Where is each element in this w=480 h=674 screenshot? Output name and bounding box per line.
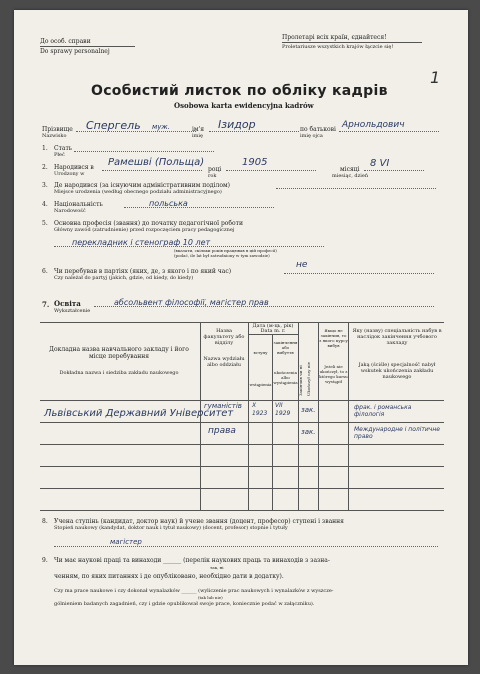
first-name-label-pl: imię (192, 133, 203, 139)
profession-value: перекладник і стенограф 10 лет (72, 238, 211, 247)
q2-label-pl: Urodzony w (54, 171, 85, 177)
table-top-border (40, 322, 444, 323)
party-value: не (296, 260, 308, 270)
year-line (226, 170, 316, 171)
header-faculty-pl: Nazwa wydziału albo oddziału (203, 356, 245, 368)
specialty-value-2: Международне і політичне право (354, 426, 440, 440)
first-name-label: ім'я (192, 126, 205, 133)
patronymic-value: Арнольдович (342, 120, 405, 130)
q5-number: 5. (42, 220, 48, 227)
q8-line (54, 546, 438, 547)
q2-number: 2. (42, 164, 48, 171)
month-label-pl: miesiąc, dzień (332, 173, 369, 179)
q9-line-3: Czy ma prace naukowe i czy dokonał wynalazków ______ (wyliczenie prac naukowych i wynalazków z wyszcze- (54, 588, 334, 594)
q1-label: Стать (54, 145, 73, 152)
entry-value: X 1923 (252, 402, 268, 417)
header-school-pl: Dokładna nazwa i siedziba zakładu naukowego (59, 370, 179, 376)
header-school: Докладна назва навчального закладу і його місце перебування (49, 346, 189, 360)
table-col-border (348, 322, 349, 510)
header-entry-pl: wstąpienia (249, 382, 272, 387)
header-notfinished-pl: Jeżeli nie ukończył, to z którego kursu wystąpił (319, 364, 348, 384)
q6-line (284, 273, 434, 274)
q1-line (74, 151, 214, 152)
q3-label: Де народився (за існуючим адміністративним поділом) (54, 182, 230, 189)
q9-number: 9. (42, 557, 48, 564)
form-subtitle: Osobowa karta ewidencyjna kadrów (174, 101, 314, 110)
header-faculty: Назва факультету або відділу (203, 328, 245, 346)
q4-number: 4. (42, 201, 48, 208)
header-exit: закінчення або вибуття (273, 340, 298, 355)
personal-file-label: До особ. справи (40, 38, 91, 45)
finished-value-1: зак. (301, 406, 316, 414)
q7-label: Освіта (54, 299, 81, 308)
header-exit-pl: ukończenia albo wystąpienia (273, 370, 298, 385)
first-name-value: Ізидор (218, 118, 256, 131)
patronymic-label-pl: imię ojca (300, 133, 323, 139)
form-title: Особистий листок по обліку кадрів (91, 83, 388, 99)
header-finished: Закінчив чи ні (298, 365, 303, 396)
q8-label-pl: Stopień naukowy (kandydat, doktor nauk i tytuł naukowy) (docent, profesor) stopnie i tytuły (54, 525, 288, 531)
faculty-value-1: гуманістів (204, 402, 242, 410)
header-entry: вступу (253, 350, 268, 355)
page-number: 1 (430, 68, 441, 87)
q9-line-1: Чи має наукові праці та винаходи ______ (перелік наукових праць та винаходів з зазна- (54, 557, 330, 564)
slogan: Пролетарі всіх країн, єднайтеся! (282, 34, 387, 41)
header-specialty-pl: Jaką (ściśle) specjalność nabył wskutek ukończenia zakładu naukowego (358, 362, 436, 380)
header-dates: Дата (м-ць, рік) Data m. r. (252, 323, 294, 334)
q6-number: 6. (42, 268, 48, 275)
document-sheet (14, 10, 468, 665)
year-label: році (208, 166, 222, 173)
table-col-border (318, 322, 319, 510)
patronymic-line (339, 131, 439, 132)
month-line (364, 170, 424, 171)
birthplace-line (102, 170, 202, 171)
q7-label-pl: Wykształcenie (54, 308, 91, 314)
q9-line-2: ченням, по яких питаннях і де опубліковано, необхідно дати в додатку). (54, 573, 284, 580)
q4-line (124, 207, 274, 208)
q3-label-pl: Miejsce urodzenia (według obecnego podziału administracyjnego) (54, 189, 222, 195)
q7-number: 7. (42, 300, 50, 309)
q1-number: 1. (42, 145, 48, 152)
q3-line (276, 188, 436, 189)
table-col-border (272, 334, 273, 510)
q5-line (54, 246, 324, 247)
exit-value: VII 1929 (275, 402, 291, 417)
patronymic-label: по батькові (300, 126, 336, 133)
q9-tag: так, ні (210, 565, 224, 570)
table-row-border (40, 466, 444, 467)
header-finished-pl: Ukończył czy nie (306, 361, 311, 396)
table-bottom-border (40, 510, 444, 511)
faculty-value-2: права (208, 426, 236, 436)
birth-month-value: 8 VI (370, 158, 390, 169)
month-label: місяці (340, 166, 360, 173)
header-specialty: Яку (назву) спеціальність набув в наслідок закінчення учбового закладу (352, 328, 442, 346)
q3-number: 3. (42, 182, 48, 189)
header-rule-right (282, 42, 422, 43)
header-rule-left (40, 46, 135, 47)
surname-label-pl: Nazwisko (42, 133, 67, 139)
table-row-border (40, 488, 444, 489)
birthplace-value: Рамешві (Польща) (108, 157, 205, 168)
surname-label: Прізвище (42, 126, 73, 133)
year-label-pl: rok (208, 173, 217, 179)
nationality-value: польська (149, 199, 188, 208)
degree-value: магістер (110, 538, 142, 546)
gender-word: муж. (152, 123, 170, 131)
q8-label: Учена ступінь (кандидат, доктор наук) й учене звання (доцент, професор) ступені і звання (54, 518, 344, 525)
first-name-line (209, 131, 299, 132)
q6-label-pl: Czy należał do partyj (jakich, gdzie, od kiedy, do kiedy) (54, 275, 194, 281)
q7-line (94, 306, 434, 307)
q9-tag-pl: (tak lub nie) (198, 595, 223, 600)
table-row-border (40, 444, 444, 445)
q9-line-4: gólnieniem badanych zagadnień, czy i gdzie opublikował swoje prace, koniecznie podać w załączniku). (54, 601, 315, 607)
header-notfinished: Якщо не закінчив, то з якого курсу вибув (319, 328, 348, 348)
personal-file-label-pl: Do sprawy personalnej (40, 48, 110, 55)
dates-subheader-border (248, 334, 298, 335)
q5-label: Основна професія (звання) до початку педагогічної роботи (54, 220, 243, 227)
education-value: абсольвент філософії, магістер прав (114, 298, 269, 307)
q6-label: Чи перебував в партіях (яких, де, з якого і по який час) (54, 268, 232, 275)
birth-year-value: 1905 (242, 157, 268, 168)
surname-value: Спергель (86, 119, 141, 132)
q4-label-pl: Narodowość (54, 208, 86, 214)
q5-label-pl: Główny zawód (zatrudnienie) przed rozpoczęciem pracy pedagogicznej (54, 227, 235, 233)
q5-note-pl: (podać, ile lat był zatrudniony w tym zawodzie) (174, 253, 270, 258)
q8-number: 8. (42, 518, 48, 525)
finished-value-2: зак. (301, 428, 316, 436)
surname-line (76, 131, 196, 132)
school-value: Львівський Державний Університет (44, 408, 234, 419)
table-row-border (40, 422, 444, 423)
q1-label-pl: Płeć (54, 152, 65, 158)
q4-label: Національність (54, 201, 103, 208)
q2-label: Народився в (54, 164, 94, 171)
table-header-border (40, 400, 444, 401)
slogan-pl: Proletariusze wszystkich krajów łączcie się! (282, 44, 394, 50)
q5-note: (вказати, скільки років працював в цій професії) (174, 248, 277, 253)
specialty-value-1: фрак. і романська філологія (354, 404, 412, 418)
